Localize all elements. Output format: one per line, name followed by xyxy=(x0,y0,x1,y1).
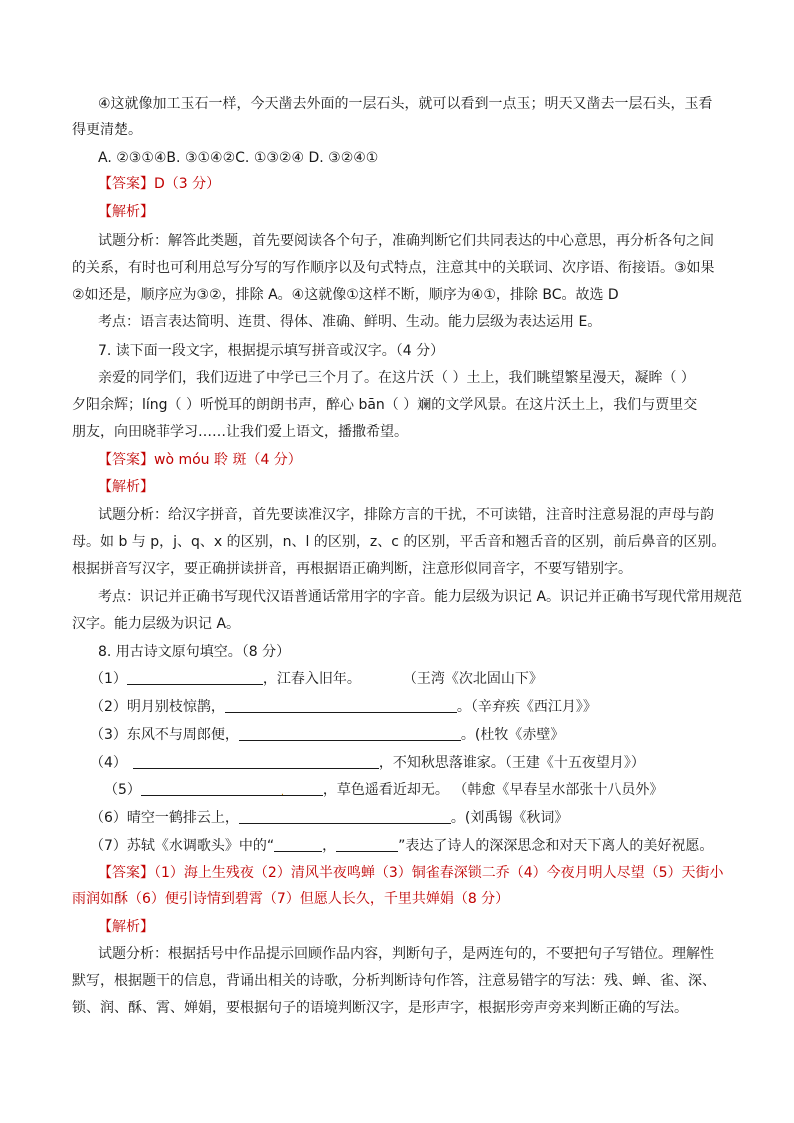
fill-blank[interactable] xyxy=(336,837,398,852)
q7-kaodian-line2: 汉字。能力层级为识记 A。 xyxy=(72,616,241,632)
q8-analysis-line2: 默写，根据题干的信息，背诵出相关的诗歌，分析判断诗句作答，注意易错字的写法：残、蝉、雀、深、 xyxy=(72,973,716,989)
q6-analysis-label: 【解析】 xyxy=(98,204,154,220)
fill-blank[interactable] xyxy=(239,809,451,824)
sentence-4-line2: 得更清楚。 xyxy=(72,122,142,138)
q7-analysis-label: 【解析】 xyxy=(98,479,154,495)
q8-item-5: （5） . ，草色遥看近却无。 （韩愈《早春呈水部张十八员外》 xyxy=(104,782,664,798)
q7-analysis-line1: 试题分析：给汉字拼音，首先要读准汉字，排除方言的干扰，不可读错，注音时注意易混的声母与韵 xyxy=(98,507,714,523)
q8-item-2: （2）明月别枝惊鹊， 。（辛弃疾《西江月》》 xyxy=(90,699,597,715)
q6-analysis-line2: 的关系，有时也可利用总写分写的写作顺序以及句式特点，注意其中的关联词、次序语、衔接语。③如果 xyxy=(72,260,715,276)
q8-analysis-line3: 锁、润、酥、霄、婵娟，要根据句子的语境判断汉字，是形声字，根据形旁声旁来判断正确的写法。 xyxy=(72,1000,688,1016)
answer-text: （1）海上生残夜（2）清风半夜鸣蝉（3）铜雀春深锁二乔（4）今夜月明人尽望（5）天街小 xyxy=(154,865,724,881)
fill-blank[interactable] xyxy=(133,754,379,769)
q8-item-6: （6）晴空一鹤排云上， 。(刘禹锡《秋词》 xyxy=(90,810,569,826)
q6-kaodian: 考点：语言表达简明、连贯、得体、准确、鲜明、生动。能力层级为表达运用 E。 xyxy=(98,314,602,330)
answer-text: wò móu 聆 斑（4 分） xyxy=(154,452,302,468)
fill-blank[interactable] xyxy=(225,698,457,713)
q8-item-7: （7）苏轼《水调歌头》中的“ ， ”表达了诗人的深深思念和对天下离人的美好祝愿。 xyxy=(90,838,714,854)
q8-item-3: （3）东风不与周郎便， 。(杜牧《赤壁》 xyxy=(90,727,565,743)
q8-item-4: （4） ，不知秋思落谁家。（王建《十五夜望月》） xyxy=(90,755,645,771)
q6-analysis-line1: 试题分析：解答此类题，首先要阅读各个句子，准确判断它们共同表达的中心意思，再分析各句之间 xyxy=(98,233,714,249)
q8-answer-line1 xyxy=(98,863,724,883)
q8-stem: 8. 用古诗文原句填空。（8 分） xyxy=(98,644,291,660)
q6-analysis-line3: ②如还是，顺序应为③②，排除 A。④这就像①这样不断，顺序为④①，排除 BC。故选 D xyxy=(72,287,619,303)
fill-blank[interactable] xyxy=(274,837,322,852)
q7-analysis-line3: 根据拼音写汉字，要正确拼读拼音，再根据语正确判断，注意形似同音字，不要写错别字。 xyxy=(72,561,632,577)
q8-analysis-line1: 试题分析：根据括号中作品提示回顾作品内容，判断句子，是两连句的，不要把句子写错位。理解性 xyxy=(98,946,714,962)
q7-passage-line1: 亲爱的同学们，我们迈进了中学已三个月了。在这片沃（ ）土上，我们眺望繁星漫天，凝眸（ ） xyxy=(98,370,695,386)
q8-analysis-label: 【解析】 xyxy=(98,919,154,935)
q7-stem: 7. 读下面一段文字，根据提示填写拼音或汉字。（4 分） xyxy=(98,343,445,359)
answer-label: 【答案】 xyxy=(98,452,154,468)
q6-options: A. ②③①④B. ③①④②C. ①③②④ D. ③②④① xyxy=(98,150,379,166)
sentence-4-line1: ④这就像加工玉石一样，今天凿去外面的一层石头，就可以看到一点玉；明天又凿去一层石头，玉看 xyxy=(98,96,713,112)
q7-analysis-line2: 母。如 b 与 p，j、q、x 的区别，n、l 的区别，z、c 的区别，平舌音和翘舌音的区别，前后鼻音的区别。 xyxy=(72,534,726,550)
fill-blank[interactable] xyxy=(239,726,461,741)
q7-passage-line2: 夕阳余辉；líng（ ）听悦耳的朗朗书声，醉心 bān（ ）斓的文学风景。在这片沃土上，我们与贾里交 xyxy=(72,397,698,413)
q6-answer xyxy=(98,174,220,194)
answer-label: 【答案】 xyxy=(98,865,154,881)
q7-passage-line3: 朋友，向田晓菲学习……让我们爱上语文，播撒希望。 xyxy=(72,424,408,440)
answer-text: D（3 分） xyxy=(154,176,221,192)
q7-answer xyxy=(98,450,302,470)
q7-kaodian-line1: 考点：识记并正确书写现代汉语普通话常用字的字音。能力层级为识记 A。识记并正确书写现代常用规范 xyxy=(98,589,743,605)
q8-answer-line2: 雨润如酥（6）便引诗情到碧霄（7）但愿人长久，千里共婵娟（8 分） xyxy=(72,891,510,907)
fill-blank[interactable] xyxy=(127,670,263,685)
q8-item-1: （1） ，江春入旧年。 （王湾《次北固山下》 xyxy=(90,671,543,687)
fill-blank[interactable]: . xyxy=(141,781,323,796)
answer-label: 【答案】 xyxy=(98,176,154,192)
